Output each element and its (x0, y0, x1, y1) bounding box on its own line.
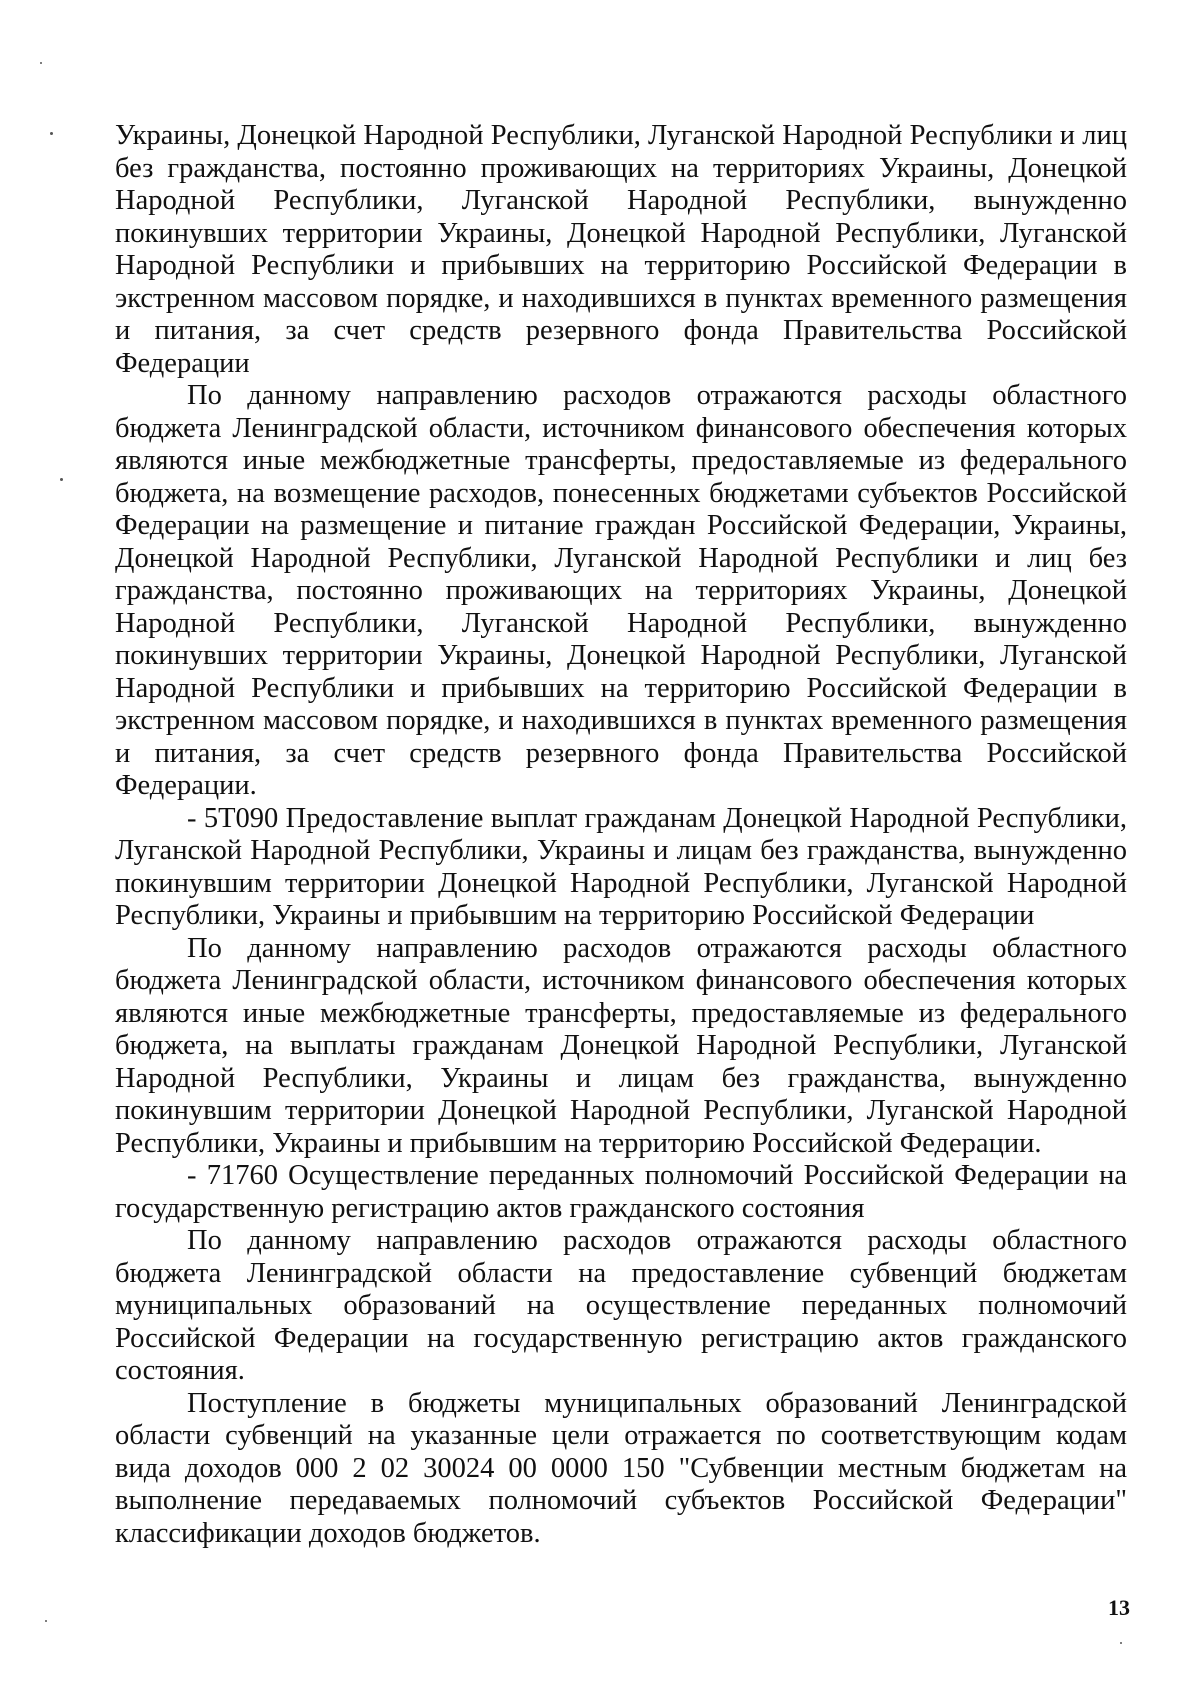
scan-speck (60, 478, 63, 481)
scan-speck (1120, 1642, 1122, 1644)
scan-speck (50, 132, 53, 135)
document-body (115, 120, 1127, 1550)
paragraph: По данному направлению расходов отражаются расходы областного бюджета Ленинградской области, источником финансового обеспечения которых являются иные межбюджетные трансферты, предоставляемые из федерального бюджета, на возмещение расходов, понесенных бюджетами субъектов Российской Федерации на размещение и питание граждан Российской Федерации, Украины, Донецкой Народной Республики, Луганской Народной Республики и лиц без гражданства, постоянно проживающих на территориях Украины, Донецкой Народной Республики, Луганской Народной Республики, вынужденно покинувших территории Украины, Донецкой Народной Республики, Луганской Народной Республики и прибывших на территорию Российской Федерации в экстренном массовом порядке, и находившихся в пунктах временного размещения и питания, за счет средств резервного фонда Правительства Российской Федерации. (115, 380, 1127, 801)
scan-speck (45, 1620, 47, 1622)
page-number: 13 (1108, 1595, 1130, 1620)
paragraph: По данному направлению расходов отражаются расходы областного бюджета Ленинградской области на предоставление субвенций бюджетам муниципальных образований на осуществление переданных полномочий Российской Федерации на государственную регистрацию актов гражданского состояния. (115, 1225, 1127, 1386)
paragraph: Украины, Донецкой Народной Республики, Луганской Народной Республики и лиц без гражданства, постоянно проживающих на территориях Украины, Донецкой Народной Республики, Луганской Народной Республики, вынужденно покинувших территории Украины, Донецкой Народной Республики, Луганской Народной Республики и прибывших на территорию Российской Федерации в экстренном массовом порядке, и находившихся в пунктах временного размещения и питания, за счет средств резервного фонда Правительства Российской Федерации (115, 120, 1127, 379)
scan-speck (40, 62, 42, 64)
paragraph: По данному направлению расходов отражаются расходы областного бюджета Ленинградской области, источником финансового обеспечения которых являются иные межбюджетные трансферты, предоставляемые из федерального бюджета, на выплаты гражданам Донецкой Народной Республики, Луганской Народной Республики, Украины и лицам без гражданства, вынужденно покинувшим территории Донецкой Народной Республики, Луганской Народной Республики, Украины и прибывшим на территорию Российской Федерации. (115, 932, 1127, 1159)
paragraph: Поступление в бюджеты муниципальных образований Ленинградской области субвенций на указанные цели отражается по соответствующим кодам вида доходов 000 2 02 30024 00 0000 150 "Субвенции местным бюджетам на выполнение передаваемых полномочий субъектов Российской Федерации" классификации доходов бюджетов. (115, 1387, 1127, 1549)
paragraph: - 5Т090 Предоставление выплат гражданам Донецкой Народной Республики, Луганской Народной Республики, Украины и лицам без гражданства, вынужденно покинувшим территории Донецкой Народной Республики, Луганской Народной Республики, Украины и прибывшим на территорию Российской Федерации (115, 802, 1127, 931)
paragraph: - 71760 Осуществление переданных полномочий Российской Федерации на государственную регистрацию актов гражданского состояния (115, 1160, 1127, 1224)
